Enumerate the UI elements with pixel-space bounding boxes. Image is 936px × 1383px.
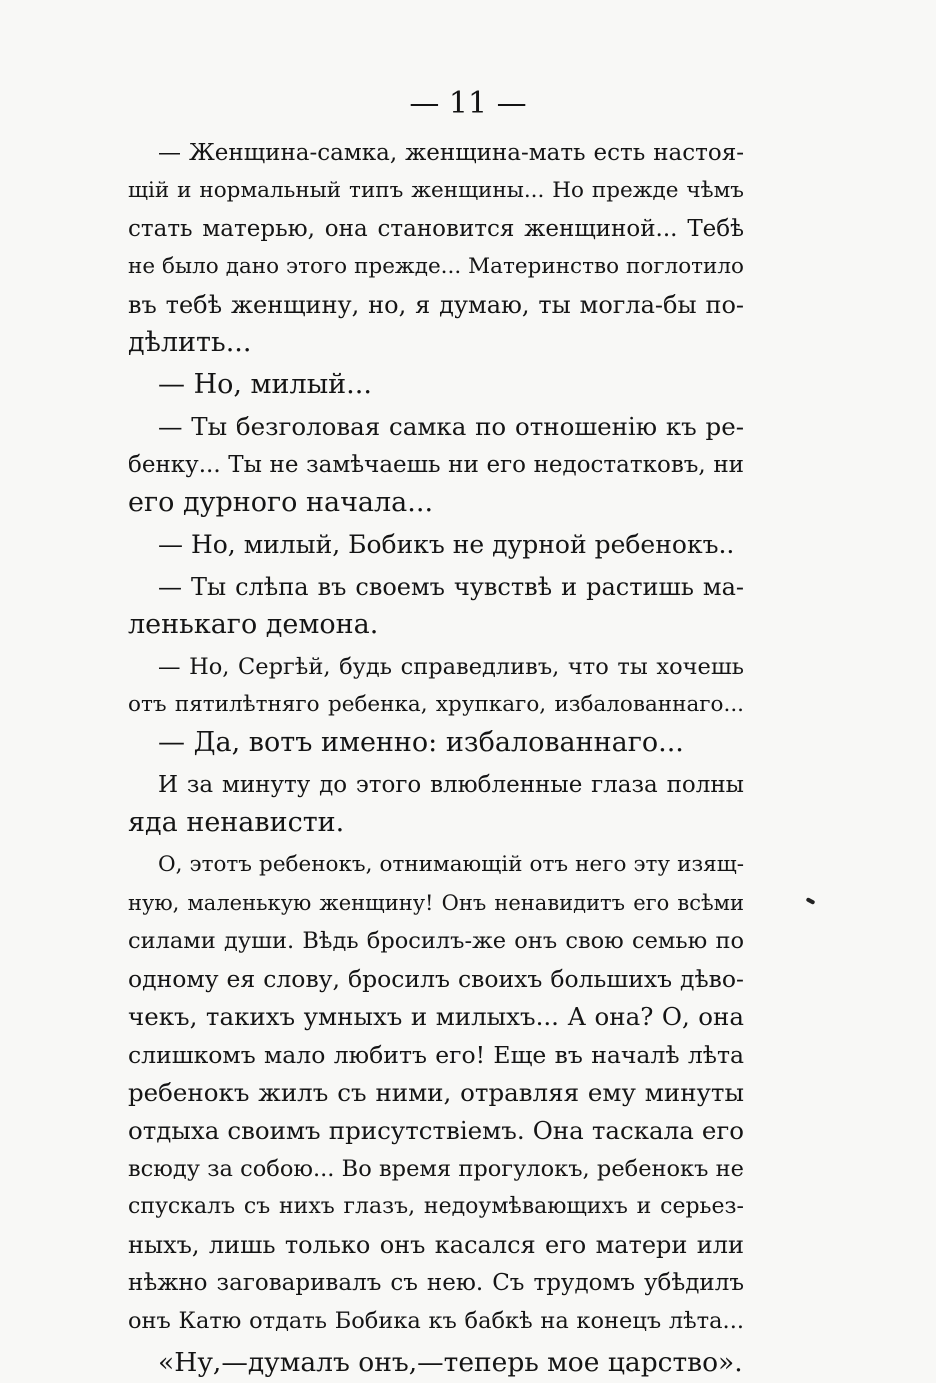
text-line: онъ Катю отдать Бобика къ бабкѣ на конецъ лѣта... xyxy=(128,1308,744,1334)
text-line: — Но, Сергѣй, будь справедливъ, что ты хочешь xyxy=(158,654,744,680)
text-line: — Но, милый... xyxy=(158,369,372,400)
text-line: О, этотъ ребенокъ, отнимающій отъ него эту изящ- xyxy=(158,852,744,877)
page-number: — 11 — xyxy=(409,86,527,121)
text-line: — Ты слѣпа въ своемъ чувствѣ и растишь ма- xyxy=(158,573,744,601)
text-line: всюду за собою... Во время прогулокъ, ребенокъ не xyxy=(128,1156,744,1182)
text-line: нѣжно заговаривалъ съ нею. Съ трудомъ убѣдилъ xyxy=(128,1270,744,1296)
text-line: — Но, милый, Бобикъ не дурной ребенокъ.. xyxy=(158,530,735,559)
text-line: въ тебѣ женщину, но, я думаю, ты могла-бы по- xyxy=(128,291,744,319)
text-line: ную, маленькую женщину! Онъ ненавидитъ его всѣми xyxy=(128,891,744,915)
text-line: бенку... Ты не замѣчаешь ни его недостатковъ, ни xyxy=(128,452,744,478)
text-line: отдыха своимъ присутствіемъ. Она таскала его xyxy=(128,1116,744,1145)
text-line: спускалъ съ нихъ глазъ, недоумѣвающихъ и серьез- xyxy=(128,1194,744,1219)
text-line: не было дано этого прежде... Материнство поглотило xyxy=(128,254,744,279)
text-line: одному ея слову, бросилъ своихъ большихъ дѣво- xyxy=(128,965,744,993)
text-line: щій и нормальный типъ женщины... Но прежде чѣмъ xyxy=(128,178,744,203)
text-line: — Да, вотъ именно: избалованнаго... xyxy=(158,727,684,758)
text-line: яда ненависти. xyxy=(128,807,345,838)
text-line: — Ты безголовая самка по отношенію къ ре- xyxy=(158,412,744,441)
text-line: дѣлить... xyxy=(128,327,252,358)
text-line: отъ пятилѣтняго ребенка, хрупкаго, избалованнаго... xyxy=(128,692,744,717)
text-line: его дурного начала... xyxy=(128,487,434,518)
text-line: И за минуту до этого влюбленные глаза полны xyxy=(158,772,744,798)
text-line: ребенокъ жилъ съ ними, отравляя ему минуты xyxy=(128,1078,744,1107)
text-line: силами души. Вѣдь бросилъ-же онъ свою семью по xyxy=(128,928,744,954)
text-line: слишкомъ мало любитъ его! Еще въ началѣ лѣта xyxy=(128,1041,744,1069)
text-line: — Женщина-самка, женщина-мать есть настоя- xyxy=(158,140,744,166)
text-line: ленькаго демона. xyxy=(128,609,379,640)
text-line: чекъ, такихъ умныхъ и милыхъ... А она? О, она xyxy=(128,1002,744,1031)
text-line: ныхъ, лишь только онъ касался его матери или xyxy=(128,1231,744,1259)
text-line: «Ну,—думалъ онъ,—теперь мое царство». xyxy=(158,1347,743,1378)
ink-speck xyxy=(806,897,816,905)
text-line: стать матерью, она становится женщиной... Тебѣ xyxy=(128,216,744,242)
